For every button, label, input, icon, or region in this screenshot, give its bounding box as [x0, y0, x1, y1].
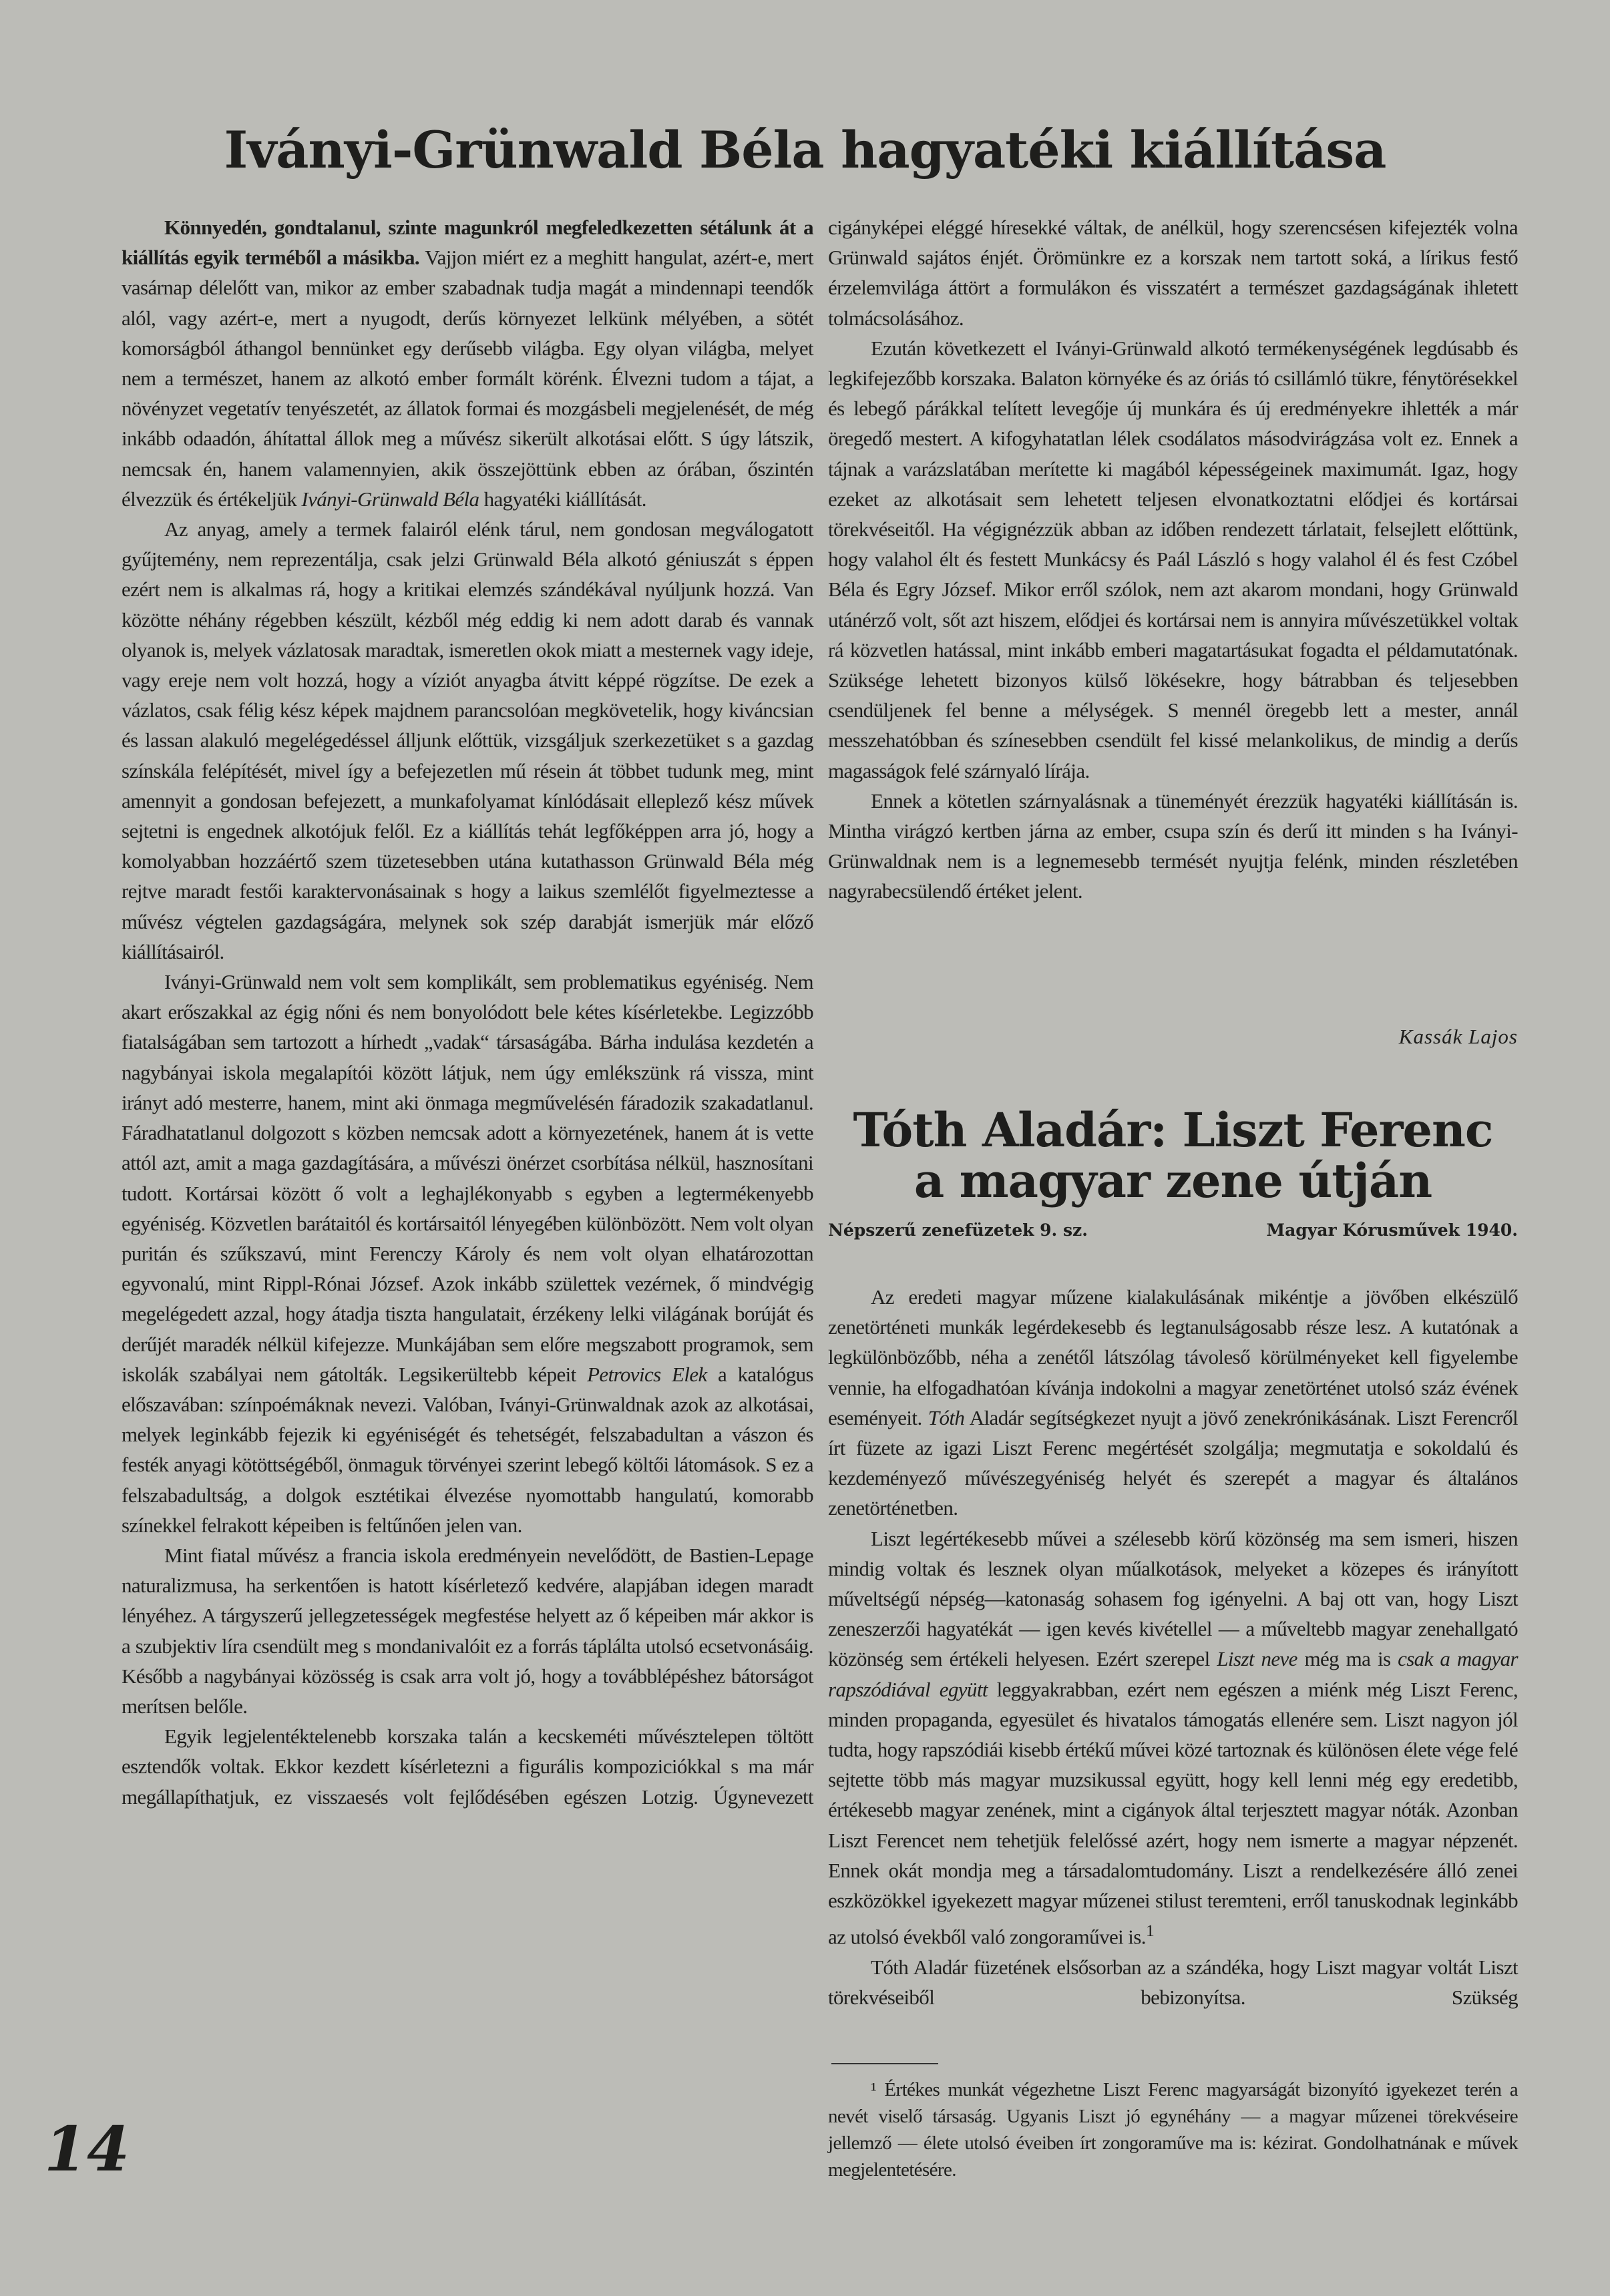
- italic-text: Iványi-Grünwald Béla: [301, 487, 479, 511]
- paragraph: Mint fiatal művész a francia iskola eredményein nevelődött, de Bastien-Lepage naturalizmusa, ha serkentően is hatott kísérletező kedvére, alapjában idegen maradt lényéhez. A tárgyszerű jellegzetességek megfestése helyett az ő képeiben már akkor is a szubjektiv líra csendült meg s mondanivalóit ez a forrás táplálta utolsó ecsetvonásáig. Később a nagybányai közösség is csak arra volt jó, hogy a továbblépéshez bátorságot merítsen belőle.: [122, 1543, 813, 1718]
- italic-text: Tóth: [928, 1405, 965, 1429]
- paragraph: Egyik legjelentéktelenebb korszaka talán a kecskeméti művésztelepen töltött esztendők voltak. Ekkor kezdett kísérletezni a figurális kompoziciókkal s ma már megállapíthatjuk, ez visszaesés volt fejlődésében egészen Lotzig. Úgynevezett: [122, 1725, 813, 1809]
- footnote-text: ¹ Értékes munkát végezhetne Liszt Ferenc magyarságát bizonyító igyekezet terén a nevét viselő társaság. Ugyanis Liszt jó egynéhány — a magyar műzenei törekvéseire jellemző — élete utolsó éveiben írt zongoraműve ma is: kézirat. Gondolhatnának e művek megjelentetésére.: [828, 2079, 1518, 2180]
- series-info: Népszerű zenefüzetek 9. sz.: [828, 1220, 1088, 1240]
- italic-text: Liszt neve: [1217, 1647, 1297, 1671]
- text: a katalógus előszavában: színpoémáknak nevezi. Valóban, Iványi-Grünwaldnak azok az alkotásai, melyek leginkább fejezik ki egyéniségét és tehetségét, felszabadultan a vászon és festék anyagi kötöttségéből, önmaguk törvényei szerint lebegő költői látomások. S ez a felszabadultság, a dolgok esztétikai élvezése nyomottabb hangulatú, komorabb színekkel felrakott képeiben is feltűnően jelen van.: [122, 1362, 813, 1537]
- article-right-column: [828, 212, 1518, 907]
- italic-text: csak a magyar rapszódiával együtt: [828, 1647, 1519, 1701]
- review-body: [828, 1282, 1518, 2012]
- paragraph: [828, 1524, 1518, 1952]
- paragraph: [122, 212, 813, 514]
- paragraph: cigányképei eléggé híresekké váltak, de anélkül, hogy szerencsésen kifejezték volna Grünwald sajátos énjét. Örömünkre ez a korszak nem tartott soká, a lírikus festő érzelemvilága áttört a formulákon és visszatért a természet gazdagságának ihletett tolmácsolásához.: [828, 216, 1518, 330]
- review-subtitle: [828, 1220, 1518, 1240]
- article-left-column: [122, 212, 813, 1812]
- review-title: [828, 1102, 1518, 1208]
- lead-text: Könnyedén, gondtalanul, szinte magunkról megfeledkezetten sétálunk át a kiállítás egyik terméből a másikba.: [122, 216, 813, 270]
- text: leggyakrabban, ezért nem egészen a miénk még Liszt Ferenc, minden propaganda, egyesület és hivatalos támogatás ellenére sem. Liszt nagyon jól tudta, hogy rapszódiái kisebb értékű művei közé tartoznak és különösen élete vége felé sejtette több más magyar muzsikussal együtt, hogy kell lenni még egy eredetibb, értékesebb magyar zenének, mint a cigányok által terjesztett magyar nóták. Azonban Liszt Ferencet nem tehetjük felelőssé azért, hogy nem ismerte a magyar népzenét. Ennek okát mondja meg a társadalomtudomány. Liszt a rendelkezésére álló zenei eszközökkel igyekezett magyar műzenei stilust teremteni, erről tanuskodnak leginkább az utolsó évekből való zongoraművei is.: [828, 1677, 1518, 1949]
- paragraph: Az anyag, amely a termek falairól elénk tárul, nem gondosan megválogatott gyűjtemény, nem reprezentálja, csak jelzi Grünwald Béla alkotó géniuszát s éppen ezért nem is alkalmas rá, hogy a kritikai elemzés szándékával nyúljunk hozzá. Van közötte néhány régebben készült, kézből még eddig ki nem adott darab és vannak olyanok is, melyek vázlatosak maradtak, ismeretlen okok miatt a mesternek vagy ideje, vagy ereje nem volt hozzá, hogy a víziót anyagba átvitt képpé rögzítse. De ezek a vázlatos, csak félig kész képek majdnem parancsolóan megkövetelik, hogy kiváncsian és lassan alakuló megelégedéssel álljunk előttük, vizsgáljuk szerkezetüket s a gazdag színskála felépítését, mivel így a befejezetlen mű résein át többet tudunk meg, mint amennyit a gondosan befejezett, a munkafolyamat kínlódásait elleplező kész művek sejtetni is engednek alkotójuk felől. Ez a kiállítás tehát legfőképpen arra jó, hogy a komolyabban hozzáértő szem tüzetesebben utána kutathasson Grünwald Béla még rejtve maradt festői karaktervonásainak s hogy a laikus szemlélőt figyelmeztesse a művész végtelen gazdagságára, melynek sok szép darabját ismerjük már előző kiállításairól.: [122, 517, 813, 963]
- review-title-line: a magyar zene útján: [914, 1153, 1432, 1208]
- text: Vajjon miért ez a meghitt hangulat, azért-e, mert vasárnap délelőtt van, mikor az ember szabadnak tudja magát a mindennapi teendők alól, vagy azért-e, mert a nyugodt, derűs környezet lelkünk mélyében, a sötét komorságból áthangol bennünket egy derűsebb világba. Egy olyan világba, melyet nem a természet, hanem az alkotó ember formált körénk. Élvezni tudom a tájat, a növényzet vegetatív tenyészetét, az állatok formai és mozgásbeli megjelenését, de még inkább odaadón, áhítattal állok meg a művész sikerült alkotásai előtt. S úgy látszik, nemcsak én, hanem valamennyien, akik összejöttünk ebben az órában, őszintén élvezzük és értékeljük: [122, 246, 813, 511]
- article-title: Iványi-Grünwald Béla hagyatéki kiállítása: [224, 120, 1386, 180]
- publisher-info: Magyar Kórusművek 1940.: [1266, 1220, 1518, 1240]
- author-signature: Kassák Lajos: [1398, 1025, 1518, 1048]
- footnote-mark: 1: [1145, 1921, 1155, 1941]
- text: Liszt legértékesebb művei a szélesebb körű közönség ma sem ismeri, hiszen mindig voltak és lesznek olyan műalkotások, melyeket a közepes és irányított műveltségű népség—katonaság sohasem fog igényelni. A baj ott van, hogy Liszt zeneszerzői hagyatékát — igen kevés kivétellel — a műveltebb magyar zenehallgató közönség sem értékeli helyesen. Ezért szerepel: [828, 1526, 1518, 1671]
- review-title-line: Tóth Aladár: Liszt Ferenc: [853, 1102, 1493, 1158]
- paragraph: [122, 967, 813, 1540]
- footnote: [828, 2076, 1518, 2183]
- text: Iványi-Grünwald nem volt sem komplikált, sem problematikus egyéniség. Nem akart erőszakkal az égig nőni és nem bonyolódott bele kétes kísérletekbe. Legizzóbb fiatalságában sem tartozott a hírhedt „vadak“ társaságába. Bárha indulása kezdetén a nagybányai iskola megalapítói között látjuk, nem úgy emlékszünk rá vissza, mint irányt adó mesterre, hanem, mint aki önmaga megművelésén fáradozik szakadatlanul. Fáradhatatlanul dolgozott s közben nemcsak adott a környezetének, hanem át is vette attól azt, amit a maga gazdagítására, a művészi önérzet csorbítása nélkül, hasznosítani tudott. Kortársai között ő volt a leghajlékonyabb s egyben a legtermékenyebb egyéniség. Közvetlen barátaitól és kortársaitól lényegében különbözött. Nem volt olyan puritán és szűkszavú, mint Ferenczy Károly és nem volt olyan elhatározottan egyvonalú, mint Rippl-Rónai József. Azok inkább születtek vezérnek, ő mindvégig megelégedett azzal, hogy átadja tiszta hangulatait, érzékeny lelki világának borúját és derűjét maradék nélkül kifejezze. Munkájában sem előre megszabott programok, sem iskolák szabályai nem gátolták. Legsikerültebb képeit: [122, 970, 813, 1386]
- paragraph: Ennek a kötetlen szárnyalásnak a tüneményét érezzük hagyatéki kiállításán is. Mintha virágzó kertben járna az ember, csupa szín és derű itt minden s ha Iványi-Grünwaldnak nem is a legnemesebb termését nyujtja felénk, minden részletében nagyrabecsülendő értéket jelent.: [828, 788, 1518, 903]
- footnote-divider: [831, 2063, 938, 2064]
- paragraph: [828, 1282, 1518, 1524]
- paragraph: Tóth Aladár füzetének elsősorban az a szándéka, hogy Liszt magyar voltát Liszt törekvéseiből bebizonyítsa. Szükség: [828, 1955, 1518, 2009]
- italic-text: Petrovics Elek: [587, 1362, 707, 1386]
- page-number: 14: [44, 2113, 130, 2185]
- text: hagyatéki kiállítását.: [479, 487, 646, 511]
- text: még ma is: [1297, 1647, 1398, 1671]
- text: Az eredeti magyar műzene kialakulásának mikéntje a jövőben elkészülő zenetörténeti munkák legérdekesebb és legtanulságosabb része lesz. A kutatónak a legkülönbözőbb, néha a zenétől látszólag távoleső körülményeket kell figyelembe vennie, ha elfogadhatóan kívánja indokolni a magyar zenetörténet utolsó száz évének eseményeit.: [828, 1285, 1518, 1429]
- text: Aladár segítségkezet nyujt a jövő zenekrónikásának. Liszt Ferencről írt füzete az igazi Liszt Ferenc megértését szolgálja; megmutatja e sokoldalú és kezdeményező művészegyéniség helyét és szerepét a magyar és általános zenetörténetben.: [828, 1405, 1518, 1520]
- paragraph: Ezután következett el Iványi-Grünwald alkotó termékenységének legdúsabb és legkifejezőbb korszaka. Balaton környéke és az óriás tó csillámló tükre, fénytörésekkel és lebegő párákkal telített levegője új munkára és új eredményekre ihlették a már öregedő mestert. A kifogyhatatlan lélek csodálatos másodvirágzása volt ez. Ennek a tájnak a varázslatában merítette ki magából képességeinek maximumát. Igaz, hogy ezeket az alkotásait sem lehetett teljesen elvonatkoztatni elődjei és kortársai törekvéseitől. Ha végignézzük abban az időben rendezett tárlatait, felsejlett előttünk, hogy valahol élt és festett Munkácsy és Paál László s hogy valahol él és fest Czóbel Béla és Egry József. Mikor erről szólok, nem azt akarom mondani, hogy Grünwald utánérző volt, sőt azt hiszem, elődjei és kortársai nem is annyira művészetükkel voltak rá közvetlen hatással, mint inkább emberi magatartásukat fogadta el példamutatónak. Szüksége lehetett bizonyos külső lökésekre, hogy bátrabban és teljesebben csendüljenek fel benne a mélységek. S mennél öregebb lett a mester, annál messzehatóbban és színesebben csendült fel kissé melankolikus, de mindig a derűs magasságok felé szárnyaló lírája.: [828, 336, 1518, 782]
